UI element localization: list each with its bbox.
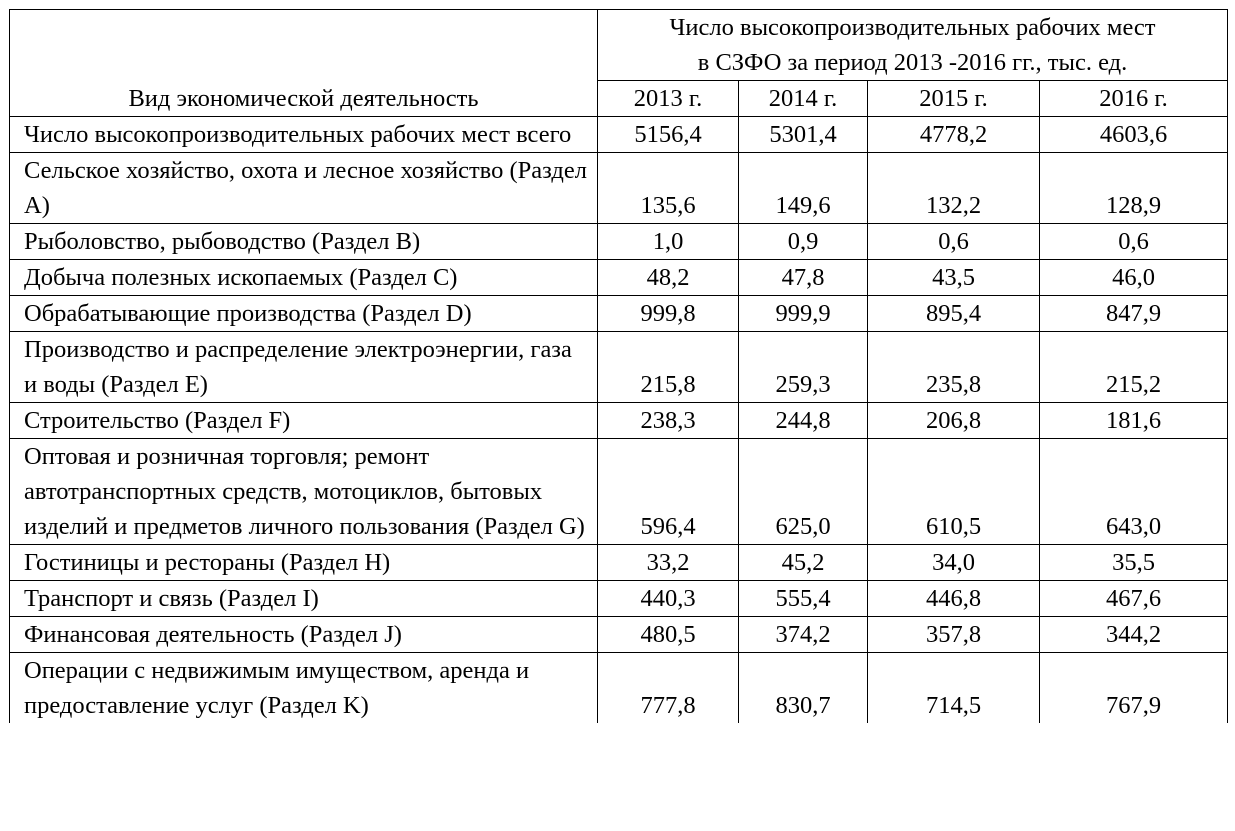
value-2016: 46,0 (1040, 260, 1228, 296)
row-label: Рыболовство, рыбоводство (Раздел B) (10, 224, 598, 260)
value-2015: 43,5 (868, 260, 1040, 296)
group-header-line-1: Число высокопроизводительных рабочих мест (669, 14, 1156, 41)
value-2013: 480,5 (598, 617, 739, 653)
value-2013: 5156,4 (598, 117, 739, 153)
value-2015: 714,5 (868, 653, 1040, 724)
value-2013: 238,3 (598, 403, 739, 439)
table-row (10, 439, 1228, 545)
value-2014: 47,8 (739, 260, 868, 296)
table-row (10, 332, 1228, 403)
value-2016: 643,0 (1040, 439, 1228, 545)
value-2016: 847,9 (1040, 296, 1228, 332)
value-2016: 4603,6 (1040, 117, 1228, 153)
row-label: Обрабатывающие производства (Раздел D) (10, 296, 598, 332)
value-2015: 34,0 (868, 545, 1040, 581)
value-2016: 767,9 (1040, 653, 1228, 724)
value-2014: 149,6 (739, 153, 868, 224)
year-header-2013: 2013 г. (598, 81, 739, 117)
value-2014: 259,3 (739, 332, 868, 403)
value-2015: 0,6 (868, 224, 1040, 260)
value-2016: 181,6 (1040, 403, 1228, 439)
value-2015: 610,5 (868, 439, 1040, 545)
year-header-2015: 2015 г. (868, 81, 1040, 117)
table-row (10, 260, 1228, 296)
row-label: Сельское хозяйство, охота и лесное хозяйство (Раздел A) (10, 153, 598, 224)
value-2013: 596,4 (598, 439, 739, 545)
value-2013: 440,3 (598, 581, 739, 617)
value-2013: 999,8 (598, 296, 739, 332)
value-2016: 344,2 (1040, 617, 1228, 653)
employment-table (9, 9, 1228, 723)
year-header-2016: 2016 г. (1040, 81, 1228, 117)
value-2014: 830,7 (739, 653, 868, 724)
table-row (10, 296, 1228, 332)
value-2016: 215,2 (1040, 332, 1228, 403)
value-2015: 4778,2 (868, 117, 1040, 153)
row-label: Производство и распределение электроэнергии, газа и воды (Раздел E) (10, 332, 598, 403)
value-2015: 895,4 (868, 296, 1040, 332)
value-2014: 5301,4 (739, 117, 868, 153)
row-label: Оптовая и розничная торговля; ремонт автотранспортных средств, мотоциклов, бытовых изделий и предметов личного пользования (Раздел G) (10, 439, 598, 545)
value-2016: 0,6 (1040, 224, 1228, 260)
value-2013: 1,0 (598, 224, 739, 260)
value-2014: 374,2 (739, 617, 868, 653)
value-2013: 33,2 (598, 545, 739, 581)
row-label: Операции с недвижимым имуществом, аренда и предоставление услуг (Раздел K) (10, 653, 598, 724)
value-2015: 446,8 (868, 581, 1040, 617)
value-2016: 35,5 (1040, 545, 1228, 581)
value-2014: 0,9 (739, 224, 868, 260)
group-header-line-2: в СЗФО за период 2013 -2016 гг., тыс. ед. (697, 49, 1128, 76)
row-label: Число высокопроизводительных рабочих мест всего (10, 117, 598, 153)
table-row (10, 581, 1228, 617)
row-label: Транспорт и связь (Раздел I) (10, 581, 598, 617)
activity-column-header: Вид экономической деятельность (10, 10, 598, 117)
value-2014: 244,8 (739, 403, 868, 439)
value-2015: 235,8 (868, 332, 1040, 403)
value-2014: 45,2 (739, 545, 868, 581)
table-row (10, 117, 1228, 153)
table-row (10, 403, 1228, 439)
value-2016: 467,6 (1040, 581, 1228, 617)
year-header-2014: 2014 г. (739, 81, 868, 117)
value-2015: 206,8 (868, 403, 1040, 439)
table-row (10, 224, 1228, 260)
row-label: Строительство (Раздел F) (10, 403, 598, 439)
value-2013: 48,2 (598, 260, 739, 296)
table-row (10, 617, 1228, 653)
value-2015: 357,8 (868, 617, 1040, 653)
value-2013: 777,8 (598, 653, 739, 724)
table-row (10, 153, 1228, 224)
table-row (10, 653, 1228, 724)
value-2014: 555,4 (739, 581, 868, 617)
table-row (10, 545, 1228, 581)
period-group-header (598, 10, 1228, 81)
value-2013: 215,8 (598, 332, 739, 403)
header-row-group (10, 10, 1228, 81)
value-2015: 132,2 (868, 153, 1040, 224)
row-label: Добыча полезных ископаемых (Раздел C) (10, 260, 598, 296)
value-2016: 128,9 (1040, 153, 1228, 224)
value-2014: 999,9 (739, 296, 868, 332)
row-label: Финансовая деятельность (Раздел J) (10, 617, 598, 653)
value-2014: 625,0 (739, 439, 868, 545)
row-label: Гостиницы и рестораны (Раздел H) (10, 545, 598, 581)
value-2013: 135,6 (598, 153, 739, 224)
